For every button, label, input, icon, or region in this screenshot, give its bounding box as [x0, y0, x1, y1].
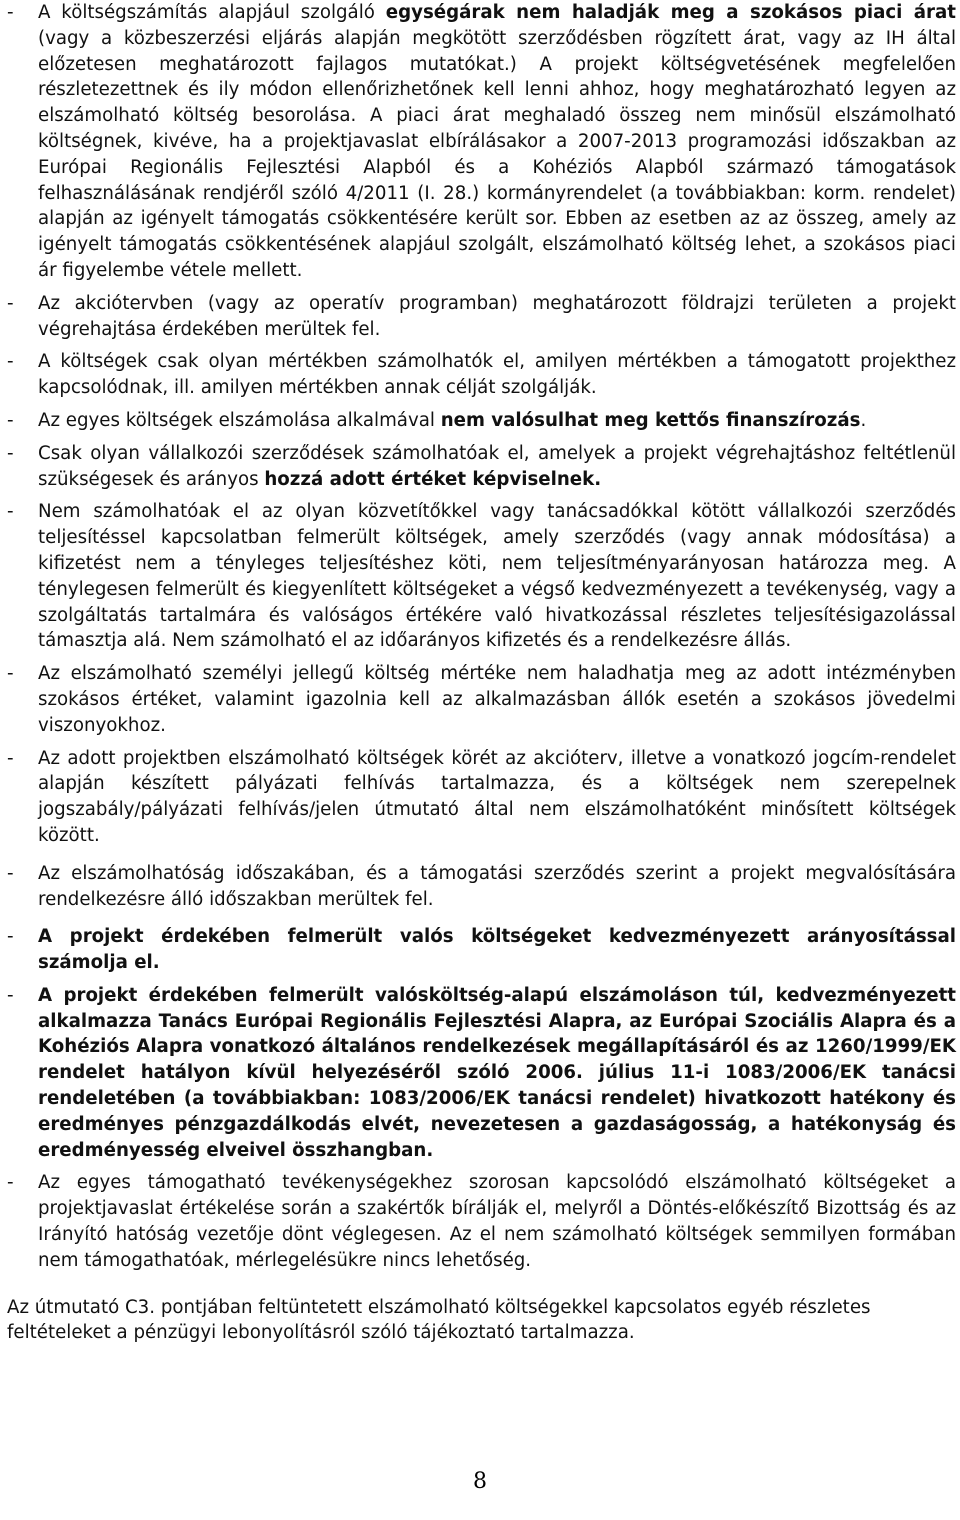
list-dash: -	[7, 292, 14, 314]
list-dash: -	[7, 747, 14, 769]
list-item	[7, 441, 956, 493]
item-text: Az akciótervben (vagy az operatív programban) meghatározott földrajzi területen a projekt végrehajtása érdekében merültek fel.	[38, 292, 956, 340]
closing-paragraph: Az útmutató C3. pontjában feltüntetett elszámolható költségekkel kapcsolatos egyéb részletes feltételeket a pénzügyi lebonyolításról szóló tájékoztató tartalmazza.	[7, 1296, 871, 1344]
item-text: Az adott projektben elszámolható költségek körét az akcióterv, illetve a vonatkozó jogcím-rendelet alapján készített pályázati felhívás tartalmazza, és a költségek nem szerepelnek jogszabály/pályázati felhívás/jelen útmutató által nem elszámolhatóként minősített költségek között.	[38, 747, 956, 846]
item-text: .	[860, 409, 867, 431]
list-item	[7, 0, 956, 284]
list-dash: -	[7, 409, 14, 431]
list-dash: -	[7, 663, 14, 685]
list-dash: -	[7, 984, 14, 1006]
list-item	[7, 924, 956, 976]
list-item	[7, 499, 956, 654]
list-dash: -	[7, 501, 14, 523]
item-emphasis: hozzá adott értéket képviselnek.	[264, 468, 602, 490]
list-item	[7, 408, 956, 434]
item-emphasis: nem valósulhat meg kettős finanszírozás	[440, 409, 861, 431]
list-dash: -	[7, 926, 14, 948]
eligibility-criteria-list	[7, 0, 956, 1274]
item-text: Az elszámolhatóság időszakában, és a támogatási szerződés szerint a projekt megvalósítására rendelkezésre álló időszakban merültek fel.	[38, 862, 956, 910]
item-text: (vagy a közbeszerzési eljárás alapján megkötött szerződésben rögzített árat, vagy az IH által előzetesen meghatározott fajlagos mutatókat.) A projekt költségvetésének megfelelően részletezettnek és ily módon ellenőrizhetőnek kell lenni ahhoz, hogy meghatározható legyen az elszámolható költség besorolása. A piaci árat meghaladó összeg nem minősül elszámolható költségnek, kivéve, ha a projektjavaslat elbírálásakor a 2007-2013 programozási időszakban az Európai Regionális Fejlesztési Alapból és a Kohéziós Alapból származó támogatások felhasználásának rendjéről szóló 4/2011 (I. 28.) kormányrendelet (a továbbiakban: korm. rendelet) alapján az igényelt támogatás csökkentésére került sor. Ebben az esetben az az összeg, amely az igényelt támogatás csökkentésének alapjául szolgált, elszámolható költség lehet, a szokásos piaci ár figyelembe vétele mellett.	[38, 27, 956, 281]
item-text: Az elszámolható személyi jellegű költség mértéke nem haladhatja meg az adott intézményben szokásos értéket, valamint igazolnia kell az alkalmazásban állók esetén a szokásos jövedelmi viszonyokhoz.	[38, 663, 956, 736]
item-text: Csak olyan vállalkozói szerződések számolhatóak el, amelyek a projekt végrehajtáshoz feltétlenül szükségesek és arányos	[38, 442, 956, 490]
list-item	[7, 661, 956, 738]
item-emphasis: A projekt érdekében felmerült valósköltség-alapú elszámoláson túl, kedvezményezett alkalmazza Tanács Európai Regionális Fejlesztési Alapra, az Európai Szociális Alapra és a Kohéziós Alapra vonatkozó általános rendelkezések megállapításáról és az 1260/1999/EK rendelet hatályon kívül helyezéséről szóló 2006. július 11-i 1083/2006/EK tanácsi rendeletében (a továbbiakban: 1083/2006/EK tanácsi rendelet) hivatkozott hatékony és eredményes pénzgazdálkodás elvét, nevezetesen a gazdaságosság, a hatékonyság és eredményesség elveivel összhangban.	[38, 984, 956, 1161]
item-emphasis: A projekt érdekében felmerült valós költségeket kedvezményezett arányosítással számolja el.	[38, 926, 956, 974]
list-dash: -	[7, 1172, 14, 1194]
item-text: Az egyes költségek elszámolása alkalmával	[38, 409, 441, 431]
page-number: 8	[473, 1469, 487, 1494]
list-item	[7, 291, 956, 343]
list-dash: -	[7, 862, 14, 884]
list-item	[7, 983, 956, 1164]
list-item	[7, 861, 956, 913]
list-dash: -	[7, 442, 14, 464]
list-dash: -	[7, 351, 14, 373]
item-text: A költségek csak olyan mértékben számolhatók el, amilyen mértékben a támogatott projekthez kapcsolódnak, ill. amilyen mértékben annak célját szolgálják.	[38, 351, 956, 399]
list-item	[7, 349, 956, 401]
list-dash: -	[7, 2, 14, 23]
list-item	[7, 1170, 956, 1273]
item-text: Az egyes támogatható tevékenységekhez szorosan kapcsolódó elszámolható költségeket a projektjavaslat értékelése során a szakértők bírálják el, melyről a Döntés-előkészítő Bizottság és az Irányító hatóság vezetője dönt véglegesen. Az el nem számolható költségek semmilyen formában nem támogathatóak, mérlegelésükre nincs lehetőség.	[38, 1172, 956, 1271]
item-text: Nem számolhatóak el az olyan közvetítőkkel vagy tanácsadókkal kötött vállalkozói szerződés teljesítéssel kapcsolatban felmerült költségek, amely szerződés (vagy annak módosítása) a kifizetést nem a tényleges teljesítéshez köti, nem teljesítményarányosan határozza meg. A ténylegesen felmerült és kiegyenlített költségeket a végső kedvezményezett a tevékenység, vagy a szolgáltatás tartalmára és valóságos értékére való hivatkozással részletes teljesítésigazolással támasztja alá. Nem számolható el az időarányos kifizetés és a rendelkezésre állás.	[38, 501, 956, 652]
list-item	[7, 746, 956, 849]
item-text: A költségszámítás alapjául szolgáló	[38, 2, 386, 23]
item-emphasis: egységárak nem haladják meg a szokásos piaci árat	[385, 2, 956, 23]
